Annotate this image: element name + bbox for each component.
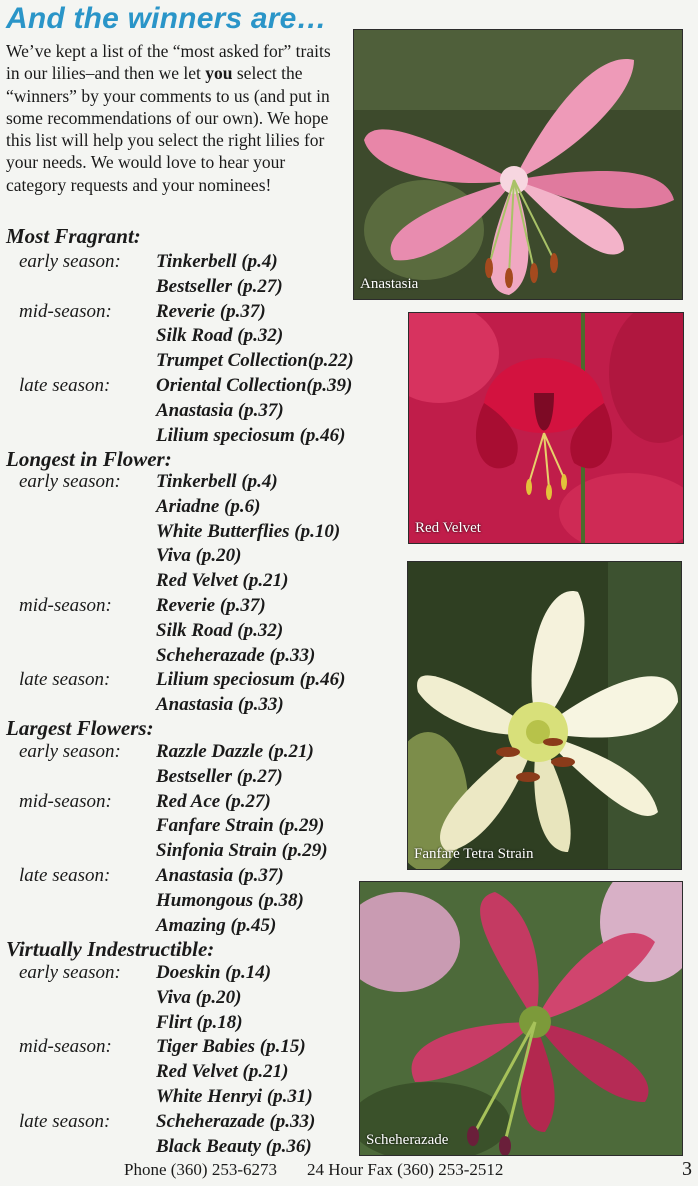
lily-entry: Silk Road (p.32) — [156, 619, 284, 641]
intro-text-1: We’ve kept a list of the “most asked for” traits in our lilies–and then we let — [6, 41, 331, 84]
lily-entry: Doeskin (p.14) — [156, 962, 272, 983]
season-label: mid-season: — [19, 1036, 112, 1058]
intro-paragraph — [6, 40, 346, 196]
lily-entry: Lilium speciosum (p.46) — [156, 424, 346, 446]
category-heading: Most Fragrant: — [6, 224, 141, 248]
red-velvet-photo — [408, 312, 684, 544]
lily-entry: Scheherazade (p.33) — [156, 644, 316, 666]
photo-caption: Anastasia — [360, 276, 419, 292]
lily-entry: Reverie (p.37) — [156, 595, 266, 616]
season-label: mid-season: — [19, 300, 112, 322]
category-heading: Virtually Indestructible: — [6, 937, 215, 961]
lily-entry: Ariadne (p.6) — [156, 495, 261, 517]
season-label: mid-season: — [19, 790, 112, 812]
page-number: 3 — [682, 1158, 692, 1180]
lily-entry: Tiger Babies (p.15) — [156, 1036, 306, 1058]
anastasia-photo — [353, 29, 683, 300]
season-label: late season: — [19, 669, 111, 691]
fax-number: 24 Hour Fax (360) 253-2512 — [306, 1160, 504, 1179]
lily-entry: Sinfonia Strain (p.29) — [156, 840, 328, 862]
category-heading: Longest in Flower: — [6, 447, 172, 471]
lily-entry: Red Ace (p.27) — [156, 790, 271, 812]
season-label: mid-season: — [19, 595, 112, 616]
pink-lily-photo-icon — [354, 30, 682, 299]
photo-caption: Fanfare Tetra Strain — [414, 846, 534, 862]
season-label: late season: — [19, 375, 111, 396]
lily-entry: Trumpet Collection(p.22) — [156, 350, 354, 372]
lily-entry: Bestseller (p.27) — [156, 765, 283, 787]
phone-number: Phone (360) 253-6273 — [124, 1160, 277, 1179]
lily-entry: Fanfare Strain (p.29) — [156, 815, 325, 837]
season-label: early season: — [19, 251, 121, 272]
intro-text-2: select the “winners” by your comments to us (and put in some recommendations of our own). We hope this list will help you select the right lilies for your needs. We would love to hear your category requests and your nominees! — [6, 63, 330, 195]
season-label: late season: — [19, 1110, 111, 1132]
lily-entry: Silk Road (p.32) — [156, 325, 284, 347]
lily-entry: Lilium speciosum (p.46) — [156, 669, 346, 691]
contact-footer — [124, 1160, 503, 1180]
lily-entry: Tinkerbell (p.4) — [156, 471, 278, 492]
category-heading: Largest Flowers: — [6, 716, 154, 740]
lily-entry: Oriental Collection(p.39) — [156, 375, 353, 396]
photo-caption: Scheherazade — [366, 1132, 449, 1148]
lily-entry: Viva (p.20) — [156, 545, 242, 567]
lily-entry: Anastasia (p.37) — [156, 865, 284, 886]
lily-entry: Reverie (p.37) — [156, 300, 266, 322]
scheherazade-photo — [359, 881, 683, 1156]
red-lily-photo-icon — [409, 313, 683, 543]
season-label: late season: — [19, 865, 111, 886]
season-label: early season: — [19, 741, 121, 762]
lily-entry: Tinkerbell (p.4) — [156, 251, 278, 272]
fanfare-tetra-strain-photo — [407, 561, 682, 870]
lily-entry: White Butterflies (p.10) — [156, 520, 341, 542]
season-label: early season: — [19, 962, 121, 983]
lily-entry: Scheherazade (p.33) — [156, 1110, 316, 1132]
intro-emphasis: you — [205, 63, 233, 84]
photo-caption: Red Velvet — [415, 520, 481, 536]
lily-entry: White Henryi (p.31) — [156, 1086, 313, 1107]
lily-entry: Amazing (p.45) — [156, 914, 277, 936]
pink-red-lily-photo-icon — [360, 882, 682, 1155]
page-title: And the winners are… — [6, 2, 327, 35]
lily-entry: Red Velvet (p.21) — [156, 1061, 289, 1083]
lily-entry: Razzle Dazzle (p.21) — [156, 741, 314, 762]
lily-entry: Anastasia (p.37) — [156, 399, 284, 421]
lily-entry: Anastasia (p.33) — [156, 694, 284, 716]
lily-entry: Humongous (p.38) — [156, 889, 304, 911]
season-label: early season: — [19, 471, 121, 492]
lily-entry: Black Beauty (p.36) — [156, 1135, 312, 1157]
lily-entry: Red Velvet (p.21) — [156, 570, 289, 592]
white-lily-photo-icon — [408, 562, 681, 869]
lily-entry: Bestseller (p.27) — [156, 275, 283, 297]
lily-entry: Viva (p.20) — [156, 986, 242, 1008]
lily-entry: Flirt (p.18) — [156, 1011, 243, 1033]
